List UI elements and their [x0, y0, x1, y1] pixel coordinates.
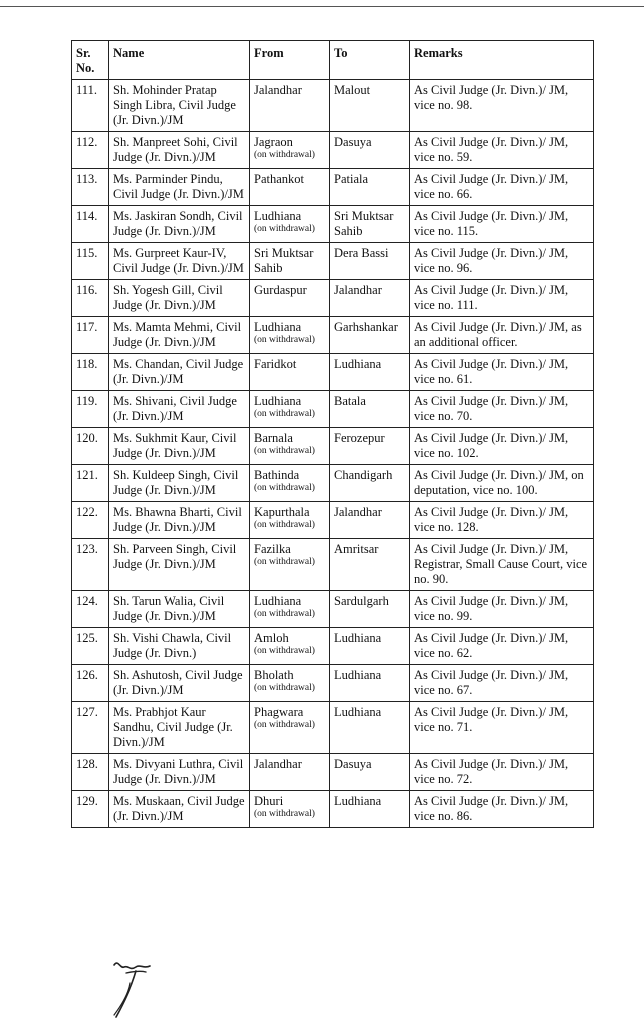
row-from: [250, 317, 330, 354]
from-withdrawal-note: (on withdrawal): [254, 446, 315, 456]
table-row: [72, 628, 594, 665]
from-place: Ludhiana: [254, 394, 302, 408]
row-remarks: As Civil Judge (Jr. Divn.)/ JM, vice no. 111.: [410, 280, 594, 317]
row-name: Sh. Ashutosh, Civil Judge (Jr. Divn.)/JM: [109, 665, 250, 702]
row-remarks: As Civil Judge (Jr. Divn.)/ JM, vice no. 102.: [410, 428, 594, 465]
from-withdrawal-note: (on withdrawal): [254, 483, 315, 493]
row-name: Ms. Sukhmit Kaur, Civil Judge (Jr. Divn.)/JM: [109, 428, 250, 465]
table-row: [72, 354, 594, 391]
table-row: [72, 702, 594, 754]
row-name: Ms. Jaskiran Sondh, Civil Judge (Jr. Divn.)/JM: [109, 206, 250, 243]
signature-mark: [106, 955, 166, 1021]
from-place: Jalandhar: [254, 83, 302, 97]
table-row: [72, 280, 594, 317]
row-remarks: As Civil Judge (Jr. Divn.)/ JM, vice no. 70.: [410, 391, 594, 428]
table-row: [72, 502, 594, 539]
row-name: Ms. Divyani Luthra, Civil Judge (Jr. Divn.)/JM: [109, 754, 250, 791]
from-place: Amloh: [254, 631, 289, 645]
row-from: [250, 754, 330, 791]
from-withdrawal-note: (on withdrawal): [254, 609, 315, 619]
table-row: [72, 465, 594, 502]
row-from: [250, 539, 330, 591]
row-from: [250, 280, 330, 317]
row-to: Ludhiana: [330, 354, 410, 391]
row-to: Batala: [330, 391, 410, 428]
from-place: Ludhiana: [254, 209, 302, 223]
row-to: Patiala: [330, 169, 410, 206]
top-rule: [0, 6, 644, 7]
row-name: Sh. Parveen Singh, Civil Judge (Jr. Divn.)/JM: [109, 539, 250, 591]
row-to: Amritsar: [330, 539, 410, 591]
row-remarks: As Civil Judge (Jr. Divn.)/ JM, vice no. 72.: [410, 754, 594, 791]
from-withdrawal-note: (on withdrawal): [254, 557, 315, 567]
row-sr-no: 113.: [72, 169, 109, 206]
row-sr-no: 117.: [72, 317, 109, 354]
row-name: Sh. Manpreet Sohi, Civil Judge (Jr. Divn.)/JM: [109, 132, 250, 169]
row-name: Sh. Vishi Chawla, Civil Judge (Jr. Divn.): [109, 628, 250, 665]
row-from: [250, 665, 330, 702]
header-row: [72, 41, 594, 80]
row-sr-no: 123.: [72, 539, 109, 591]
row-sr-no: 127.: [72, 702, 109, 754]
row-name: Sh. Kuldeep Singh, Civil Judge (Jr. Divn.)/JM: [109, 465, 250, 502]
from-place: Jalandhar: [254, 757, 302, 771]
header-name: Name: [109, 41, 250, 80]
from-withdrawal-note: (on withdrawal): [254, 720, 315, 730]
table-row: [72, 317, 594, 354]
row-to: Jalandhar: [330, 502, 410, 539]
row-to: Ludhiana: [330, 702, 410, 754]
from-place: Faridkot: [254, 357, 297, 371]
row-sr-no: 122.: [72, 502, 109, 539]
row-remarks: As Civil Judge (Jr. Divn.)/ JM, on deputation, vice no. 100.: [410, 465, 594, 502]
from-place: Bholath: [254, 668, 294, 682]
from-place: Bathinda: [254, 468, 300, 482]
row-name: Ms. Chandan, Civil Judge (Jr. Divn.)/JM: [109, 354, 250, 391]
row-remarks: As Civil Judge (Jr. Divn.)/ JM, vice no. 71.: [410, 702, 594, 754]
row-remarks: As Civil Judge (Jr. Divn.)/ JM, vice no. 66.: [410, 169, 594, 206]
header-from: From: [250, 41, 330, 80]
row-to: Dasuya: [330, 754, 410, 791]
from-place: Sri Muktsar Sahib: [254, 246, 314, 275]
row-remarks: As Civil Judge (Jr. Divn.)/ JM, as an additional officer.: [410, 317, 594, 354]
row-name: Ms. Prabhjot Kaur Sandhu, Civil Judge (Jr. Divn.)/JM: [109, 702, 250, 754]
row-sr-no: 116.: [72, 280, 109, 317]
from-place: Ludhiana: [254, 594, 302, 608]
row-to: Dasuya: [330, 132, 410, 169]
from-withdrawal-note: (on withdrawal): [254, 409, 315, 419]
row-from: [250, 206, 330, 243]
table-row: [72, 169, 594, 206]
row-from: [250, 80, 330, 132]
row-remarks: As Civil Judge (Jr. Divn.)/ JM, vice no. 86.: [410, 791, 594, 828]
row-remarks: As Civil Judge (Jr. Divn.)/ JM, vice no. 128.: [410, 502, 594, 539]
row-from: [250, 791, 330, 828]
row-name: Ms. Parminder Pindu, Civil Judge (Jr. Divn.)/JM: [109, 169, 250, 206]
from-place: Pathankot: [254, 172, 304, 186]
table-body: [72, 80, 594, 828]
row-sr-no: 124.: [72, 591, 109, 628]
row-to: Sardulgarh: [330, 591, 410, 628]
from-place: Fazilka: [254, 542, 291, 556]
from-withdrawal-note: (on withdrawal): [254, 683, 315, 693]
table-row: [72, 754, 594, 791]
row-from: [250, 591, 330, 628]
row-from: [250, 428, 330, 465]
row-name: Sh. Mohinder Pratap Singh Libra, Civil Judge (Jr. Divn.)/JM: [109, 80, 250, 132]
row-remarks: As Civil Judge (Jr. Divn.)/ JM, vice no. 99.: [410, 591, 594, 628]
row-sr-no: 121.: [72, 465, 109, 502]
row-to: Malout: [330, 80, 410, 132]
from-withdrawal-note: (on withdrawal): [254, 809, 315, 819]
row-name: Ms. Mamta Mehmi, Civil Judge (Jr. Divn.)/JM: [109, 317, 250, 354]
row-to: Ludhiana: [330, 791, 410, 828]
row-remarks: As Civil Judge (Jr. Divn.)/ JM, vice no. 67.: [410, 665, 594, 702]
row-to: Sri Muktsar Sahib: [330, 206, 410, 243]
row-remarks: As Civil Judge (Jr. Divn.)/ JM, vice no. 96.: [410, 243, 594, 280]
from-place: Jagraon: [254, 135, 293, 149]
row-name: Ms. Shivani, Civil Judge (Jr. Divn.)/JM: [109, 391, 250, 428]
row-name: Sh. Tarun Walia, Civil Judge (Jr. Divn.)/JM: [109, 591, 250, 628]
row-from: [250, 465, 330, 502]
table-row: [72, 206, 594, 243]
row-sr-no: 112.: [72, 132, 109, 169]
row-to: Ludhiana: [330, 665, 410, 702]
row-to: Chandigarh: [330, 465, 410, 502]
row-from: [250, 391, 330, 428]
row-to: Ferozepur: [330, 428, 410, 465]
row-from: [250, 243, 330, 280]
row-sr-no: 115.: [72, 243, 109, 280]
row-sr-no: 119.: [72, 391, 109, 428]
header-sr-no: Sr. No.: [72, 41, 109, 80]
from-place: Ludhiana: [254, 320, 302, 334]
row-name: Ms. Bhawna Bharti, Civil Judge (Jr. Divn.)/JM: [109, 502, 250, 539]
row-to: Garhshankar: [330, 317, 410, 354]
row-sr-no: 129.: [72, 791, 109, 828]
row-remarks: As Civil Judge (Jr. Divn.)/ JM, vice no. 98.: [410, 80, 594, 132]
row-name: Sh. Yogesh Gill, Civil Judge (Jr. Divn.)/JM: [109, 280, 250, 317]
row-sr-no: 120.: [72, 428, 109, 465]
row-from: [250, 628, 330, 665]
from-place: Dhuri: [254, 794, 284, 808]
table-row: [72, 391, 594, 428]
row-name: Ms. Gurpreet Kaur-IV, Civil Judge (Jr. Divn.)/JM: [109, 243, 250, 280]
row-sr-no: 118.: [72, 354, 109, 391]
from-withdrawal-note: (on withdrawal): [254, 224, 315, 234]
from-withdrawal-note: (on withdrawal): [254, 520, 315, 530]
table-row: [72, 791, 594, 828]
table-row: [72, 591, 594, 628]
header-to: To: [330, 41, 410, 80]
from-place: Phagwara: [254, 705, 304, 719]
table-row: [72, 80, 594, 132]
from-withdrawal-note: (on withdrawal): [254, 646, 315, 656]
row-from: [250, 502, 330, 539]
row-sr-no: 128.: [72, 754, 109, 791]
row-from: [250, 132, 330, 169]
header-remarks: Remarks: [410, 41, 594, 80]
row-remarks: As Civil Judge (Jr. Divn.)/ JM, vice no. 59.: [410, 132, 594, 169]
from-withdrawal-note: (on withdrawal): [254, 150, 315, 160]
table-row: [72, 243, 594, 280]
row-to: Dera Bassi: [330, 243, 410, 280]
row-remarks: As Civil Judge (Jr. Divn.)/ JM, vice no. 62.: [410, 628, 594, 665]
table-row: [72, 539, 594, 591]
row-remarks: As Civil Judge (Jr. Divn.)/ JM, vice no. 115.: [410, 206, 594, 243]
table-row: [72, 428, 594, 465]
table-row: [72, 665, 594, 702]
from-place: Barnala: [254, 431, 293, 445]
row-sr-no: 126.: [72, 665, 109, 702]
row-to: Jalandhar: [330, 280, 410, 317]
row-from: [250, 702, 330, 754]
row-sr-no: 111.: [72, 80, 109, 132]
row-name: Ms. Muskaan, Civil Judge (Jr. Divn.)/JM: [109, 791, 250, 828]
from-withdrawal-note: (on withdrawal): [254, 335, 315, 345]
row-to: Ludhiana: [330, 628, 410, 665]
table-row: [72, 132, 594, 169]
from-place: Gurdaspur: [254, 283, 307, 297]
row-sr-no: 125.: [72, 628, 109, 665]
row-from: [250, 169, 330, 206]
row-from: [250, 354, 330, 391]
row-remarks: As Civil Judge (Jr. Divn.)/ JM, Registrar, Small Cause Court, vice no. 90.: [410, 539, 594, 591]
row-remarks: As Civil Judge (Jr. Divn.)/ JM, vice no. 61.: [410, 354, 594, 391]
row-sr-no: 114.: [72, 206, 109, 243]
transfer-table: [71, 40, 594, 828]
from-place: Kapurthala: [254, 505, 310, 519]
